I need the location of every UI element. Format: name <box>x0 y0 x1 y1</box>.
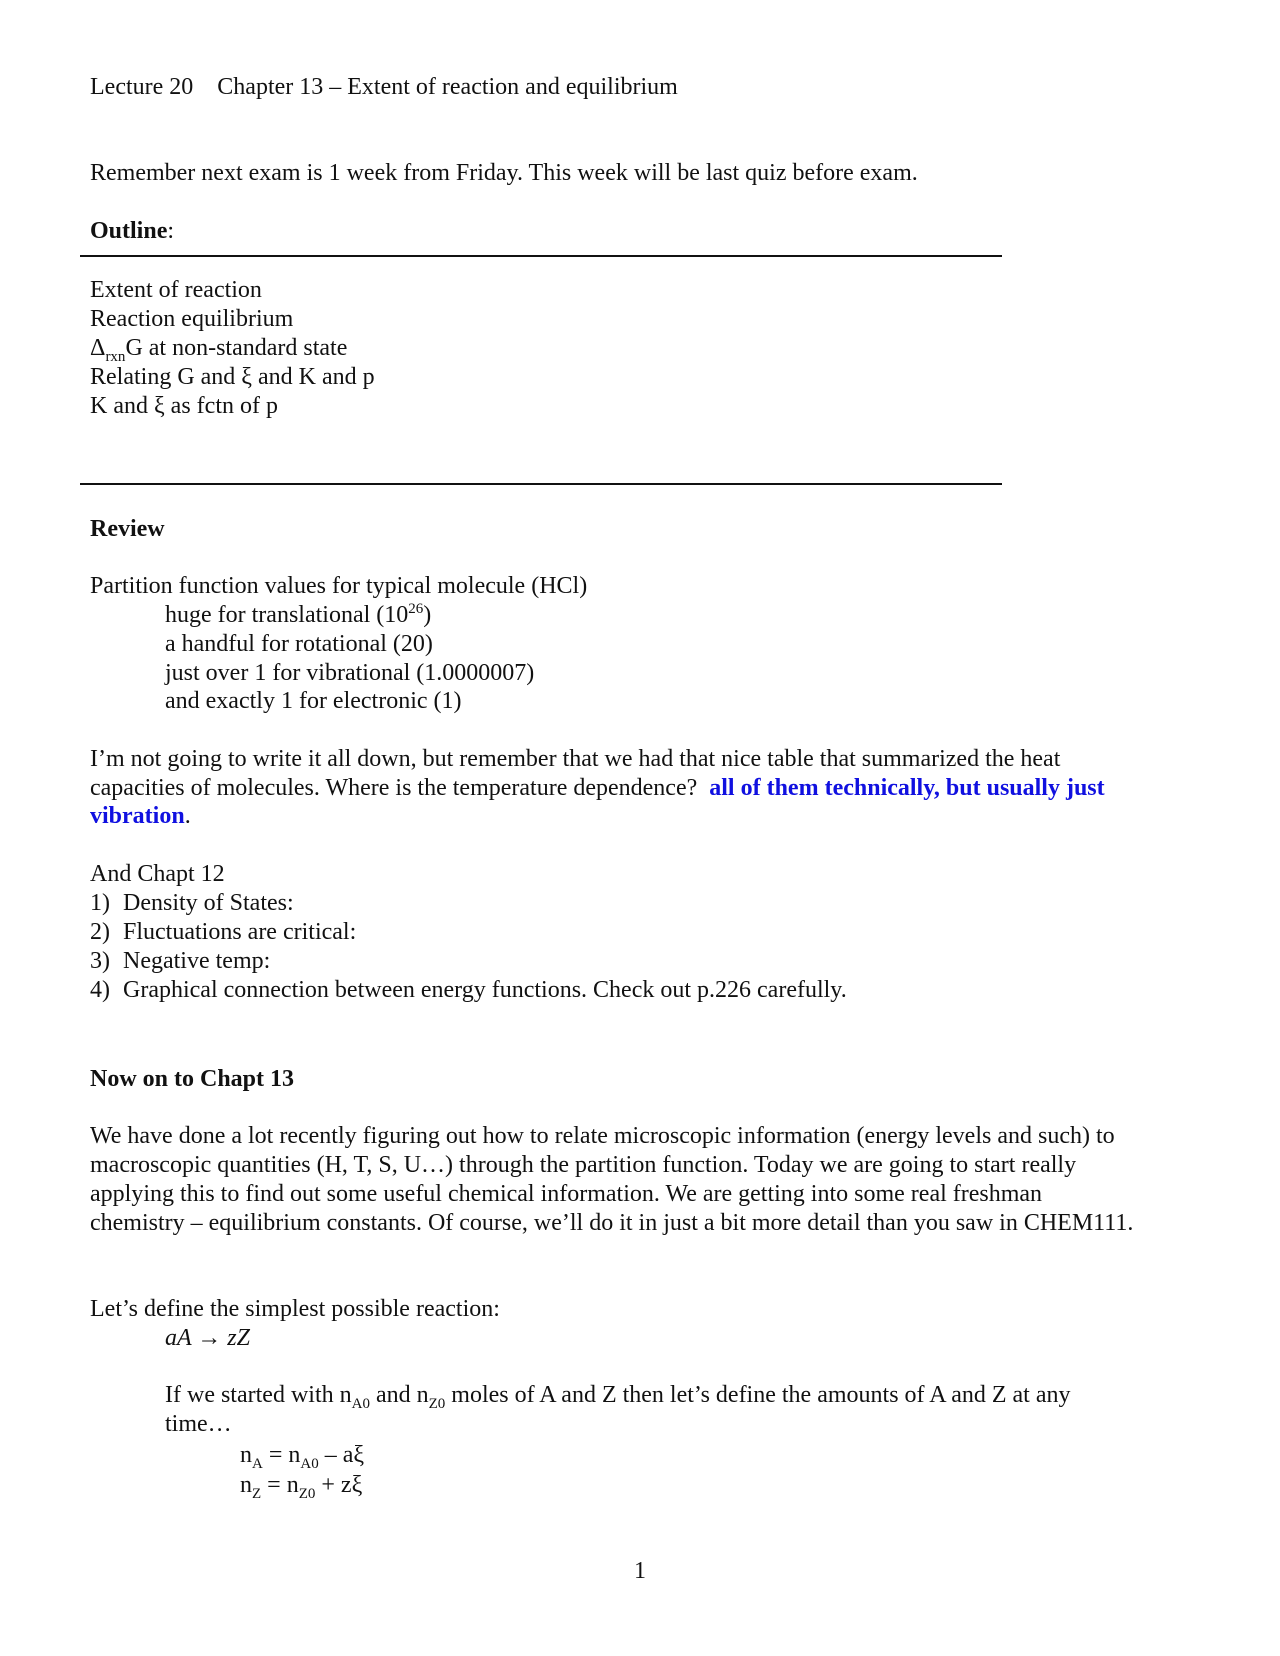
review-paragraph-line-1: I’m not going to write it all down, but remember that we had that nice table that summarized the heat <box>90 746 1061 772</box>
equation-na <box>240 1441 364 1470</box>
outline-bottom-rule <box>80 483 1002 485</box>
outline-heading <box>90 218 174 245</box>
subscript-z0: Z0 <box>428 1395 446 1412</box>
review-paragraph-line-3 <box>90 802 191 831</box>
paragraph-line: chemistry – equilibrium constants. Of course, we’ll do it in just a bit more detail than you saw in CHEM111. <box>90 1210 1134 1236</box>
if-text-b: and n <box>369 1382 429 1408</box>
eq2-sub-z: Z <box>252 1485 262 1502</box>
define-reaction-text: Let’s define the simplest possible reaction: <box>90 1296 500 1322</box>
page-number: 1 <box>634 1558 646 1584</box>
eq1-sub-a: A <box>252 1455 263 1472</box>
review-question: capacities of molecules. Where is the temperature dependence? <box>90 775 698 801</box>
item-number: 2) <box>90 919 110 945</box>
outline-item: Relating G and ξ and K and p <box>90 364 375 390</box>
subscript-a0: A0 <box>351 1395 370 1412</box>
review-translational <box>165 601 431 630</box>
reaction-equation: aA → zZ <box>165 1325 250 1351</box>
review-answer-part-1: all of them technically, but usually just <box>709 775 1105 801</box>
eq2-sub-z0: Z0 <box>298 1485 316 1502</box>
chapt12-item <box>90 976 847 1005</box>
eq2-rest: + zξ <box>315 1472 363 1498</box>
initial-amounts-line-1 <box>165 1381 1071 1410</box>
chapter-title: Chapter 13 – Extent of reaction and equilibrium <box>217 74 678 100</box>
chapt12-list <box>90 889 847 1005</box>
exam-reminder: Remember next exam is 1 week from Friday. This week will be last quiz before exam. <box>90 160 918 186</box>
chapt13-paragraph <box>90 1122 1133 1238</box>
item-text: Negative temp: <box>123 948 271 974</box>
eq1-rest: – aξ <box>318 1442 365 1468</box>
eq1-mid: = n <box>262 1442 301 1468</box>
review-heading: Review <box>90 516 165 542</box>
chapt12-item <box>90 947 847 976</box>
outline-item: K and ξ as fctn of p <box>90 393 278 419</box>
paragraph-line: macroscopic quantities (H, T, S, U…) through the partition function. Today we are going to start really <box>90 1152 1077 1178</box>
outline-heading-text: Outline <box>90 218 168 244</box>
outline-heading-colon: : <box>167 218 175 244</box>
eq1-n: n <box>240 1442 252 1468</box>
chapt13-heading: Now on to Chapt 13 <box>90 1066 295 1092</box>
item-text: Fluctuations are critical: <box>123 919 357 945</box>
review-intro: Partition function values for typical molecule (HCl) <box>90 573 588 599</box>
outline-list <box>90 276 375 421</box>
chapt12-heading: And Chapt 12 <box>90 861 225 887</box>
translational-close: ) <box>423 602 432 628</box>
paragraph-line: We have done a lot recently figuring out how to relate microscopic information (energy levels and such) to <box>90 1123 1115 1149</box>
initial-amounts-line-2: time… <box>165 1411 232 1437</box>
item-text: Graphical connection between energy functions. Check out p.226 carefully. <box>123 977 847 1003</box>
eq1-sub-a0: A0 <box>300 1455 319 1472</box>
lecture-number: Lecture 20 <box>90 74 194 100</box>
if-text-c: moles of A and Z then let’s define the amounts of A and Z at any <box>445 1382 1071 1408</box>
rxn-subscript: rxn <box>105 348 126 365</box>
delta-g-text: G at non-standard state <box>125 335 348 361</box>
outline-top-rule <box>80 255 1002 257</box>
item-number: 1) <box>90 890 110 916</box>
translational-text: huge for translational (10 <box>165 602 409 628</box>
item-number: 3) <box>90 948 110 974</box>
equation-nz <box>240 1471 362 1500</box>
review-period: . <box>184 803 191 829</box>
outline-item-delta-g <box>90 334 375 363</box>
review-paragraph-line-2 <box>90 774 1105 803</box>
paragraph-line: applying this to find out some useful chemical information. We are getting into some real freshman <box>90 1181 1043 1207</box>
review-electronic: and exactly 1 for electronic (1) <box>165 688 462 714</box>
review-rotational: a handful for rotational (20) <box>165 631 433 657</box>
outline-item: Reaction equilibrium <box>90 306 294 332</box>
lecture-header <box>90 74 678 101</box>
eq2-n: n <box>240 1472 252 1498</box>
chapt12-item <box>90 918 847 947</box>
delta-symbol: Δ <box>90 335 106 361</box>
chapt12-item <box>90 889 847 918</box>
review-vibrational: just over 1 for vibrational (1.0000007) <box>165 660 535 686</box>
eq2-mid: = n <box>261 1472 299 1498</box>
if-text-a: If we started with n <box>165 1382 352 1408</box>
translational-exponent: 26 <box>408 601 424 617</box>
item-text: Density of States: <box>123 890 294 916</box>
outline-item: Extent of reaction <box>90 277 262 303</box>
review-answer-part-2: vibration <box>90 803 185 829</box>
item-number: 4) <box>90 977 110 1003</box>
